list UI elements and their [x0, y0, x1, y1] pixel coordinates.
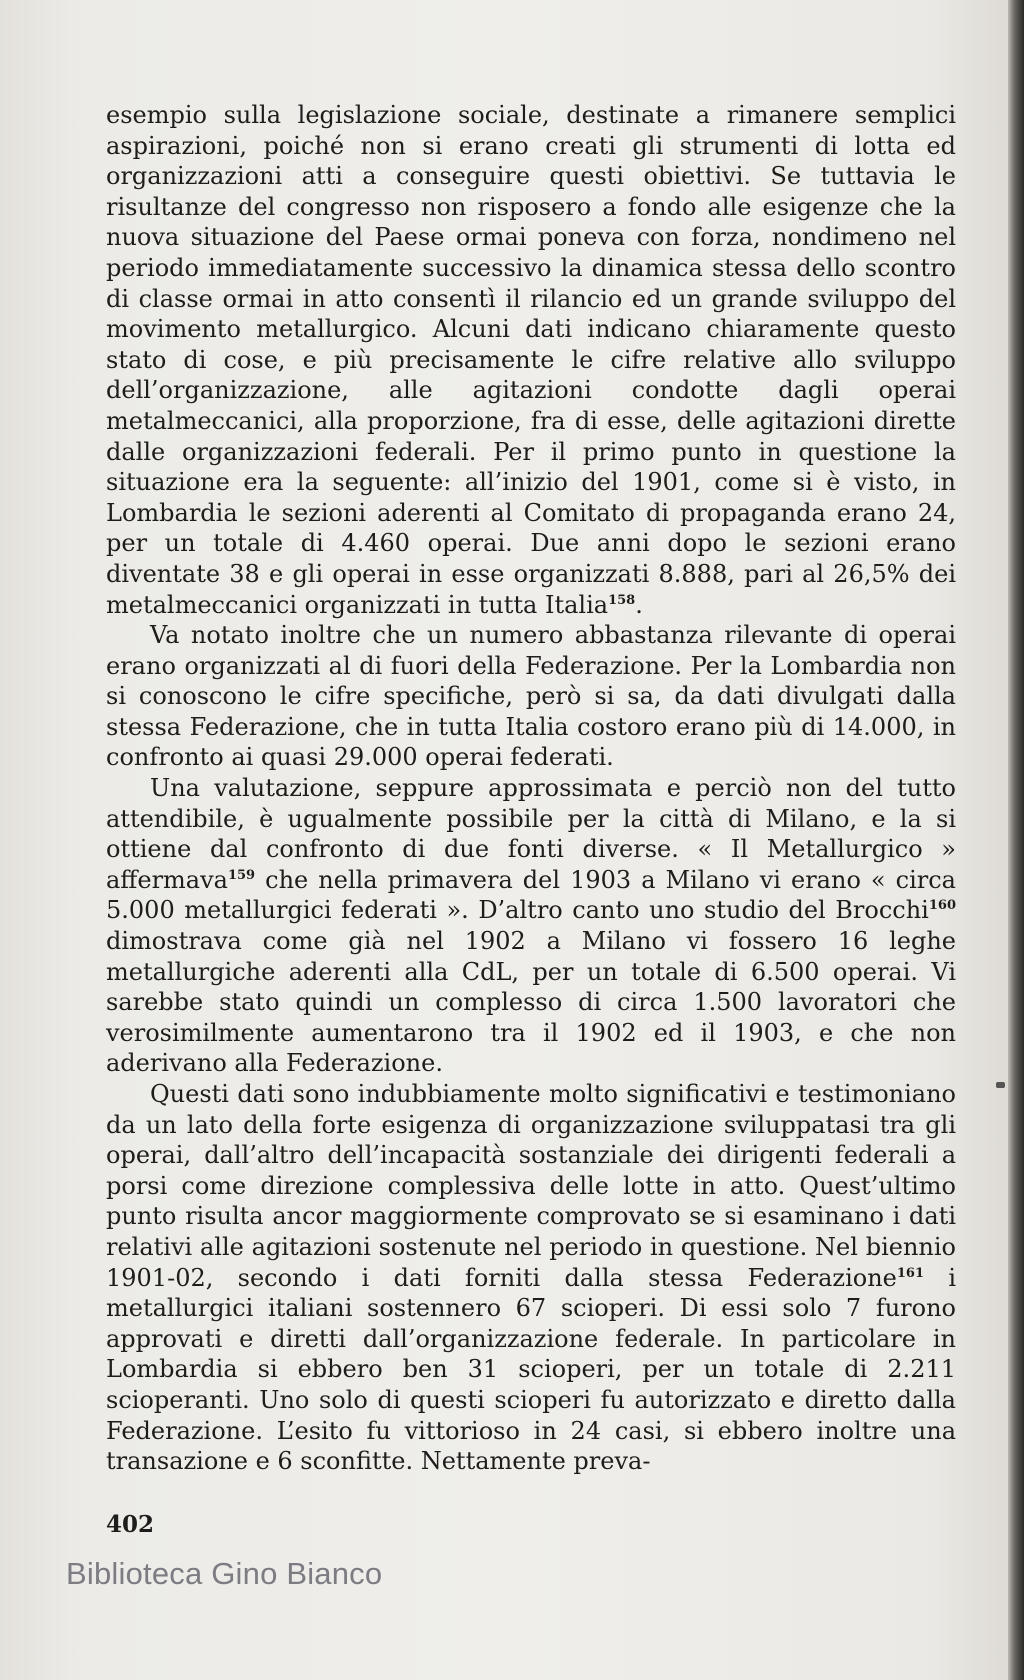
footnote-marker: 160	[928, 898, 956, 914]
library-watermark: Biblioteca Gino Bianco	[66, 1556, 383, 1591]
paragraph-text: Una valutazione, seppure approssimata e perciò non del tutto attendibile, è ugualmente possibile per la città di Milano, e la si ottiene dal confronto di due fonti diverse. « Il Metallurgico » affermava	[106, 774, 956, 894]
paragraph	[106, 620, 956, 773]
paragraph	[106, 773, 956, 1079]
margin-ink-mark	[996, 1082, 1005, 1088]
paragraph-text: esempio sulla legislazione sociale, destinate a rimanere semplici aspirazioni, poiché non si erano creati gli strumenti di lotta ed organizzazioni atti a conseguire questi obiettivi. Se tuttavia le risultanze del congresso non risposero a fondo alle esigenze che la nuova situazione del Paese ormai poneva con forza, nondimeno nel periodo immediatamente successivo la dinamica stessa dello scontro di classe ormai in atto consentì il rilancio ed un grande sviluppo del movimento metallurgico. Alcuni dati indicano chiaramente questo stato di cose, e più precisamente le cifre relative allo sviluppo dell’organizzazione, alle agitazioni condotte dagli operai metalmeccanici, alla proporzione, fra di esse, delle agitazioni dirette dalle organizzazioni federali. Per il primo punto in questione la situazione era la seguente: all’inizio del 1901, come si è visto, in Lombardia le sezioni aderenti al Comitato di propaganda erano 24, per un totale di 4.460 operai. Due anni dopo le sezioni erano diventate 38 e gli operai in esse organizzati 8.888, pari al 26,5% dei metalmeccanici organizzati in tutta Italia	[106, 101, 956, 619]
footnote-marker: 159	[227, 867, 256, 883]
page-edge-shadow	[1008, 0, 1024, 1680]
body-text	[106, 100, 956, 1477]
footnote-marker: 161	[896, 1265, 925, 1281]
paragraph-text: i metallurgici italiani sostennero 67 scioperi. Di essi solo 7 furono approvati e diretti dall’organizzazione federale. In particolare in Lombardia si ebbero ben 31 scioperi, per un totale di 2.211 scioperanti. Uno solo di questi scioperi fu autorizzato e diretto dalla Federazione. L’esito fu vittorioso in 24 casi, si ebbero inoltre una transazione e 6 sconfitte. Nettamente preva-	[106, 1263, 956, 1476]
paragraph	[106, 100, 956, 620]
paragraph-text: che nella primavera del 1903 a Milano vi erano « circa 5.000 metallurgici federati ». D’altro canto uno studio del Brocchi	[106, 865, 956, 925]
paragraph-text: .	[635, 590, 643, 619]
paragraph-text: Va notato inoltre che un numero abbastanza rilevante di operai erano organizzati al di fuori della Federazione. Per la Lombardia non si conoscono le cifre specifiche, però si sa, da dati divulgati dalla stessa Federazione, che in tutta Italia costoro erano più di 14.000, in confronto ai quasi 29.000 operai federati.	[106, 621, 956, 772]
paragraph-text: Questi dati sono indubbiamente molto significativi e testimoniano da un lato della forte esigenza di organizzazione sviluppatasi tra gli operai, dall’altro dell’incapacità sostanziale dei dirigenti federali a porsi come direzione complessiva delle lotte in atto. Quest’ultimo punto risulta ancor maggiormente comprovato se si esaminano i dati relativi alle agitazioni sostenute nel periodo in questione. Nel biennio 1901-02, secondo i dati forniti dalla stessa Federazione	[106, 1080, 956, 1292]
page-number: 402	[106, 1511, 155, 1538]
footnote-marker: 158	[608, 592, 636, 608]
paragraph-text: dimostrava come già nel 1902 a Milano vi fossero 16 leghe metallurgiche aderenti alla CdL, per un totale di 6.500 operai. Vi sarebbe stato quindi un complesso di circa 1.500 lavoratori che verosimilmente aumentarono tra il 1902 ed il 1903, e che non aderivano alla Federazione.	[106, 927, 956, 1078]
paragraph	[106, 1079, 956, 1477]
